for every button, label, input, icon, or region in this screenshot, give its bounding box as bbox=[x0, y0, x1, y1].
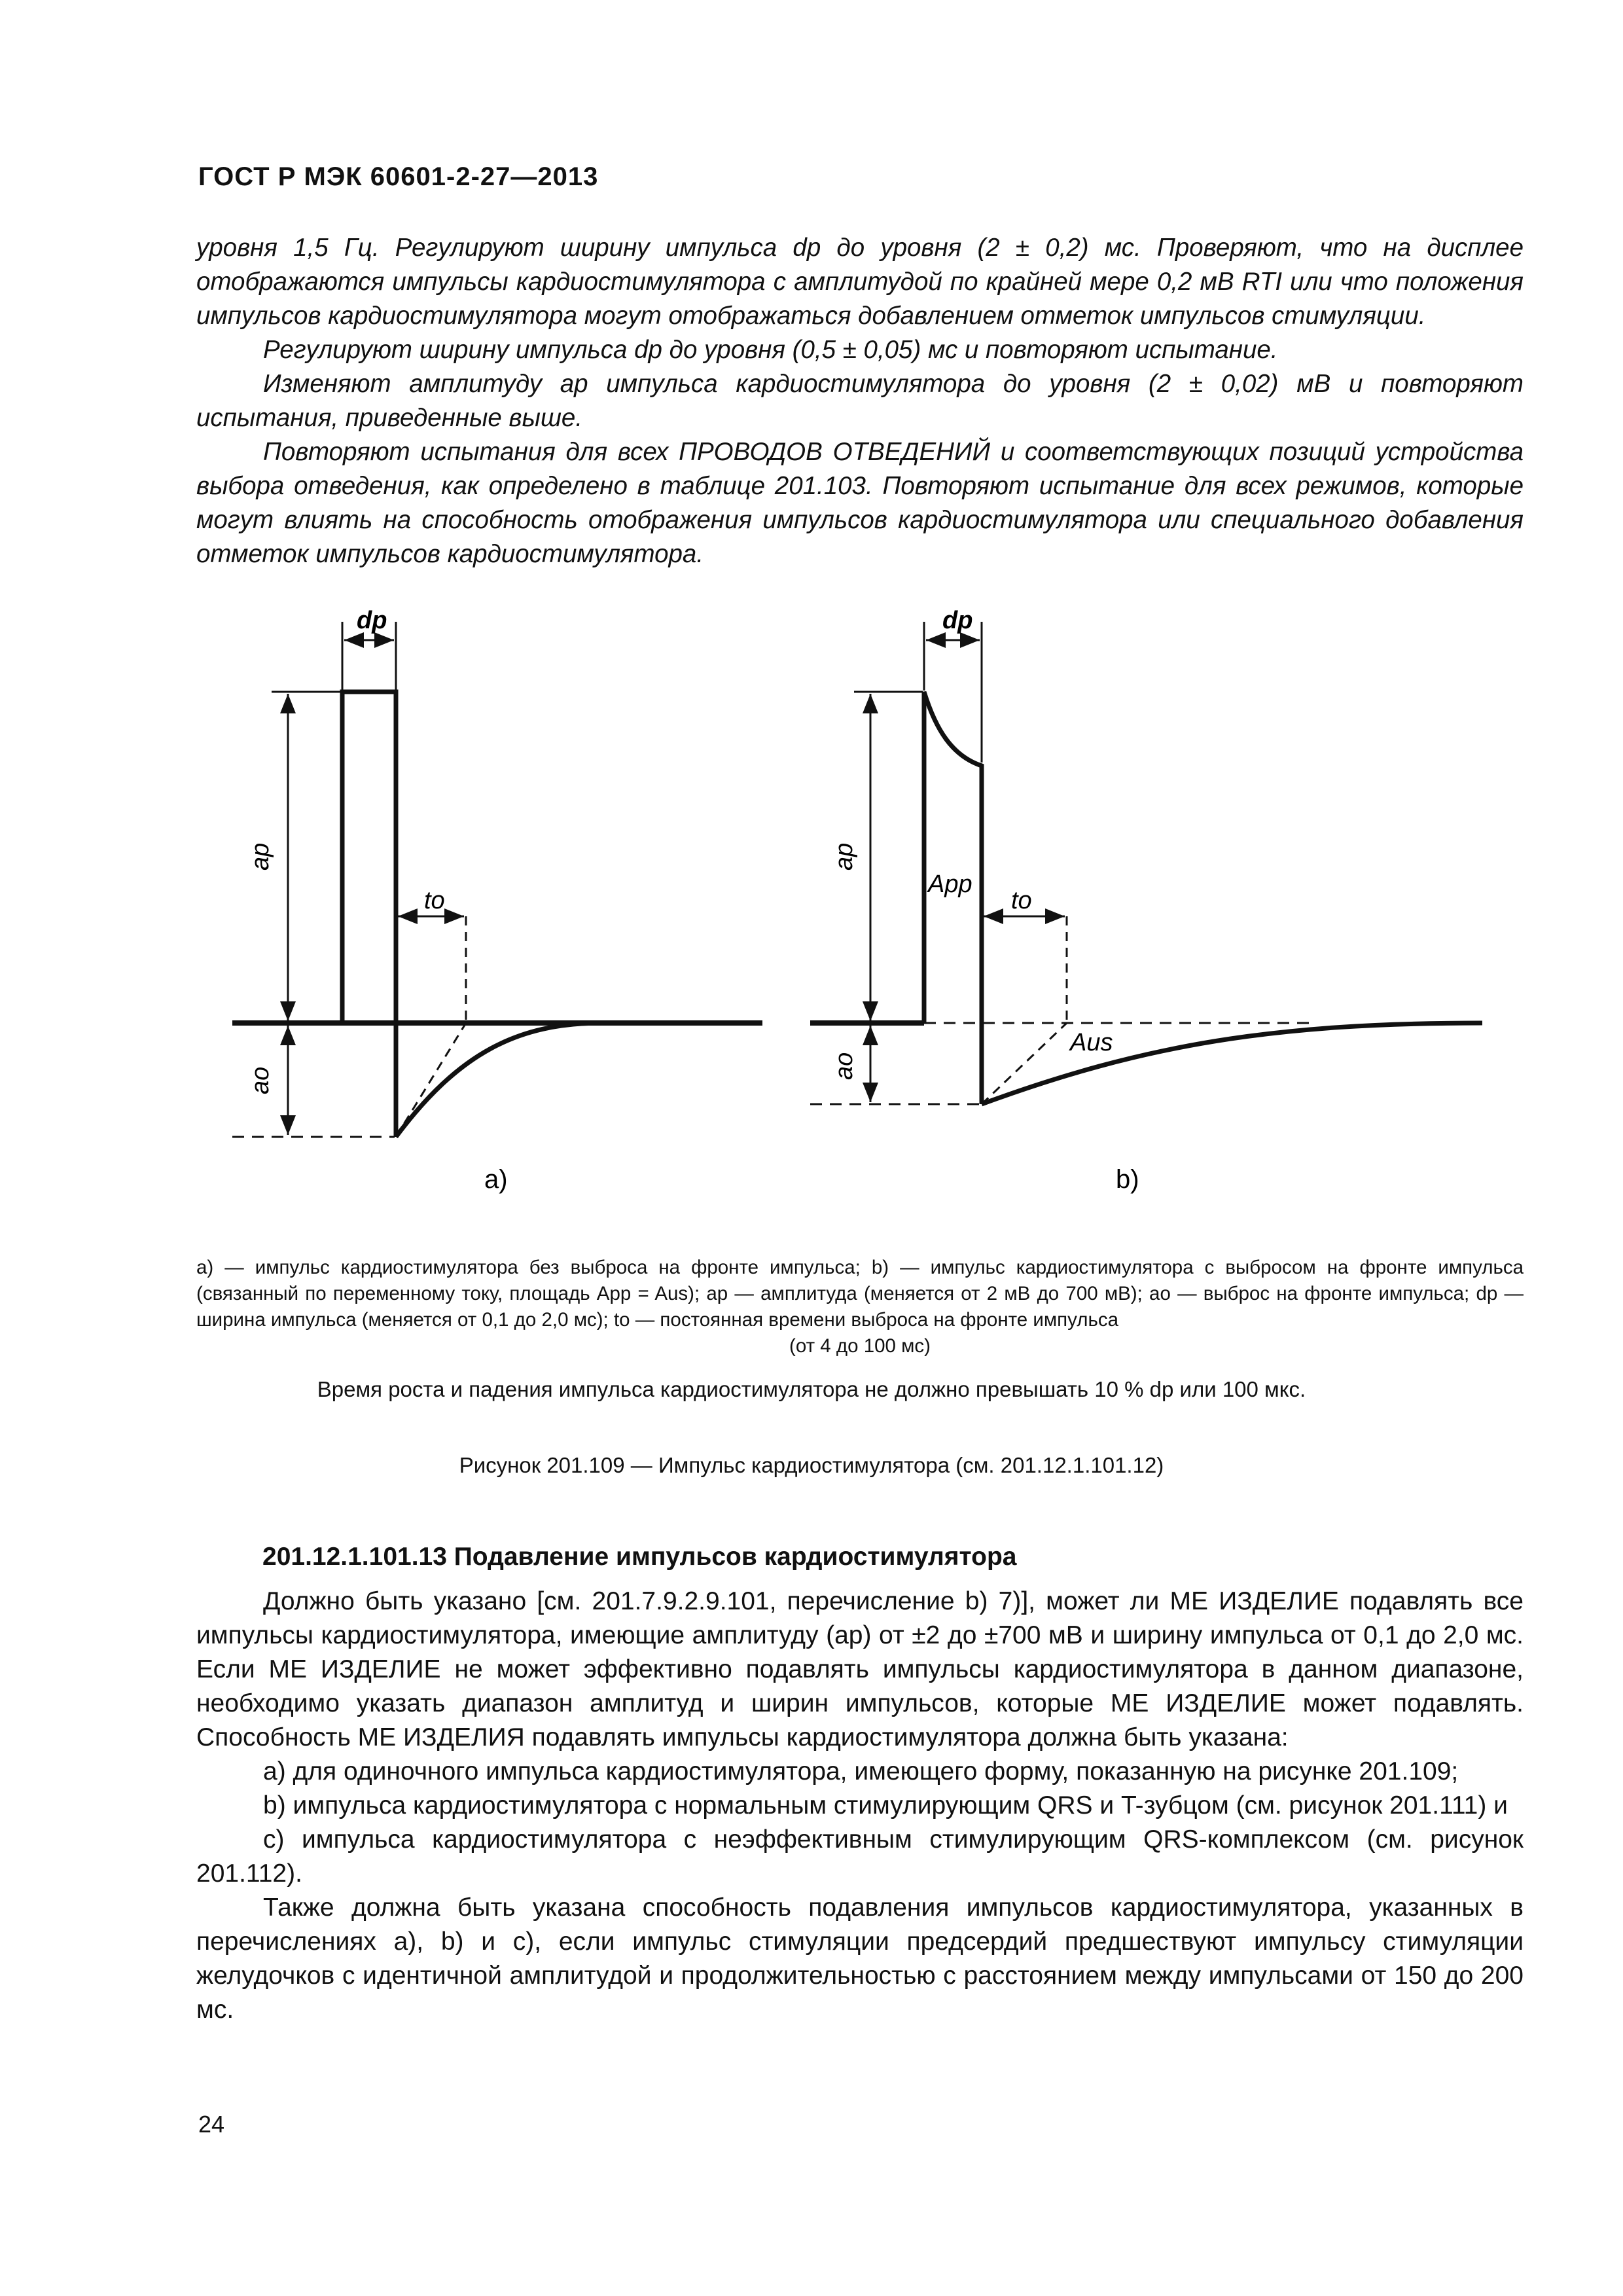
document-header: ГОСТ Р МЭК 60601-2-27—2013 bbox=[198, 162, 599, 191]
panel-b-label: b) bbox=[1116, 1165, 1139, 1194]
pulse-diagram bbox=[0, 589, 1623, 1198]
intro-text bbox=[196, 231, 1524, 571]
panel-a-tangent-line bbox=[396, 1023, 466, 1137]
panel-b-ap-label: ap bbox=[830, 842, 858, 870]
panel-a-diagram bbox=[232, 607, 762, 1194]
panel-b-recovery-curve bbox=[982, 1023, 1482, 1104]
section-list-item-b: b) импульса кардиостимулятора с нормальным стимулирующим QRS и T-зубцом (см. рисунок 201.111) и bbox=[263, 1791, 1508, 1820]
panel-a-ap-label: ap bbox=[247, 842, 274, 870]
intro-paragraph-3: Изменяют амплитуду ap импульса кардиостимулятора до уровня (2 ± 0,02) мВ и повторяют испытания, приведенные выше. bbox=[196, 370, 1524, 432]
section-body bbox=[196, 1585, 1524, 2027]
panel-b-diagram bbox=[810, 607, 1482, 1194]
panel-a-dp-label: dp bbox=[357, 607, 387, 634]
section-list-item-a: a) для одиночного импульса кардиостимулятора, имеющего форму, показанную на рисунке 201.109; bbox=[263, 1757, 1459, 1785]
intro-paragraph-1: уровня 1,5 Гц. Регулируют ширину импульса dp до уровня (2 ± 0,2) мс. Проверяют, что на дисплее отображаются импульсы кардиостимулятора с амплитудой по крайней мере 0,2 мВ RTI или что положения импульсов кардиостимулятора могут отображаться добавлением отметок импульсов стимуляции. bbox=[196, 234, 1524, 330]
figure-legend-text: a) — импульс кардиостимулятора без выброса на фронте импульса; b) — импульс кардиостимулятора с выбросом на фронте импульса (связанный по переменному току, площадь App = Aus); ap — амплитуда (меняется от 2 мВ до 700 мВ); ao — выброс на фронте импульса; dp — ширина импульса (меняется от 0,1 до 2,0 мс); to — постоянная времени выброса на фронте импульса bbox=[196, 1257, 1524, 1331]
panel-b-aus-label: Aus bbox=[1070, 1029, 1113, 1056]
timing-note: Время роста и падения импульса кардиостимулятора не должно превышать 10 % dp или 100 мкс. bbox=[317, 1377, 1306, 1401]
panel-a-to-label: to bbox=[424, 887, 445, 914]
page-number: 24 bbox=[198, 2111, 225, 2138]
panel-b-to-label: to bbox=[1011, 887, 1032, 914]
panel-a-ao-label: ao bbox=[247, 1066, 274, 1094]
panel-b-dp-label: dp bbox=[942, 607, 973, 634]
section-paragraph-1: Должно быть указано [см. 201.7.9.2.9.101, перечисление b) 7)], может ли МЕ ИЗДЕЛИЕ подавлять все импульсы кардиостимулятора, имеющие амплитуду (ap) от ±2 до ±700 мВ и ширину импульса от 0,1 до 2,0 мс. Если МЕ ИЗДЕЛИЕ не может эффективно подавлять импульсы кардиостимулятора в данном диапазоне, необходимо указать диапазон амплитуд и ширин импульсов, которые МЕ ИЗДЕЛИЕ может подавлять. Способность МЕ ИЗДЕЛИЯ подавлять импульсы кардиостимулятора должна быть указана: bbox=[196, 1587, 1524, 1751]
panel-b-ao-label: ao bbox=[830, 1052, 858, 1080]
section-paragraph-2: Также должна быть указана способность подавления импульсов кардиостимулятора, указанных в перечислениях a), b) и c), если импульс стимуляции предсердий предшествуют импульсу стимуляции желудочков с идентичной амплитудой и продолжительностью с расстоянием между импульсами от 150 до 200 мс. bbox=[196, 1893, 1524, 2024]
panel-b-app-label: App bbox=[928, 870, 972, 898]
intro-paragraph-2: Регулируют ширину импульса dp до уровня (0,5 ± 0,05) мс и повторяют испытание. bbox=[263, 336, 1278, 364]
figure-title: Рисунок 201.109 — Импульс кардиостимулятора (см. 201.12.1.101.12) bbox=[459, 1453, 1164, 1477]
panel-a-pulse bbox=[342, 692, 396, 1137]
panel-b-tangent-line bbox=[982, 1023, 1067, 1104]
figure-legend bbox=[196, 1255, 1524, 1359]
section-heading: 201.12.1.101.13 Подавление импульсов кардиостимулятора bbox=[262, 1543, 1017, 1571]
panel-b-pulse bbox=[924, 692, 982, 1104]
intro-paragraph-4: Повторяют испытания для всех ПРОВОДОВ ОТВЕДЕНИЙ и соответствующих позиций устройства выбора отведения, как определено в таблице 201.103. Повторяют испытание для всех режимов, которые могут влиять на способность отображения импульсов кардиостимулятора или специального добавления отметок импульсов кардиостимулятора. bbox=[196, 438, 1524, 568]
panel-a-recovery-curve bbox=[396, 1023, 602, 1137]
panel-a-label: a) bbox=[484, 1165, 508, 1194]
figure-legend-range: (от 4 до 100 мс) bbox=[789, 1335, 931, 1357]
section-list-item-c: c) импульса кардиостимулятора с неэффективным стимулирующим QRS-комплексом (см. рисунок 201.112). bbox=[196, 1825, 1524, 1888]
pacemaker-pulse-figure bbox=[0, 589, 1623, 1198]
